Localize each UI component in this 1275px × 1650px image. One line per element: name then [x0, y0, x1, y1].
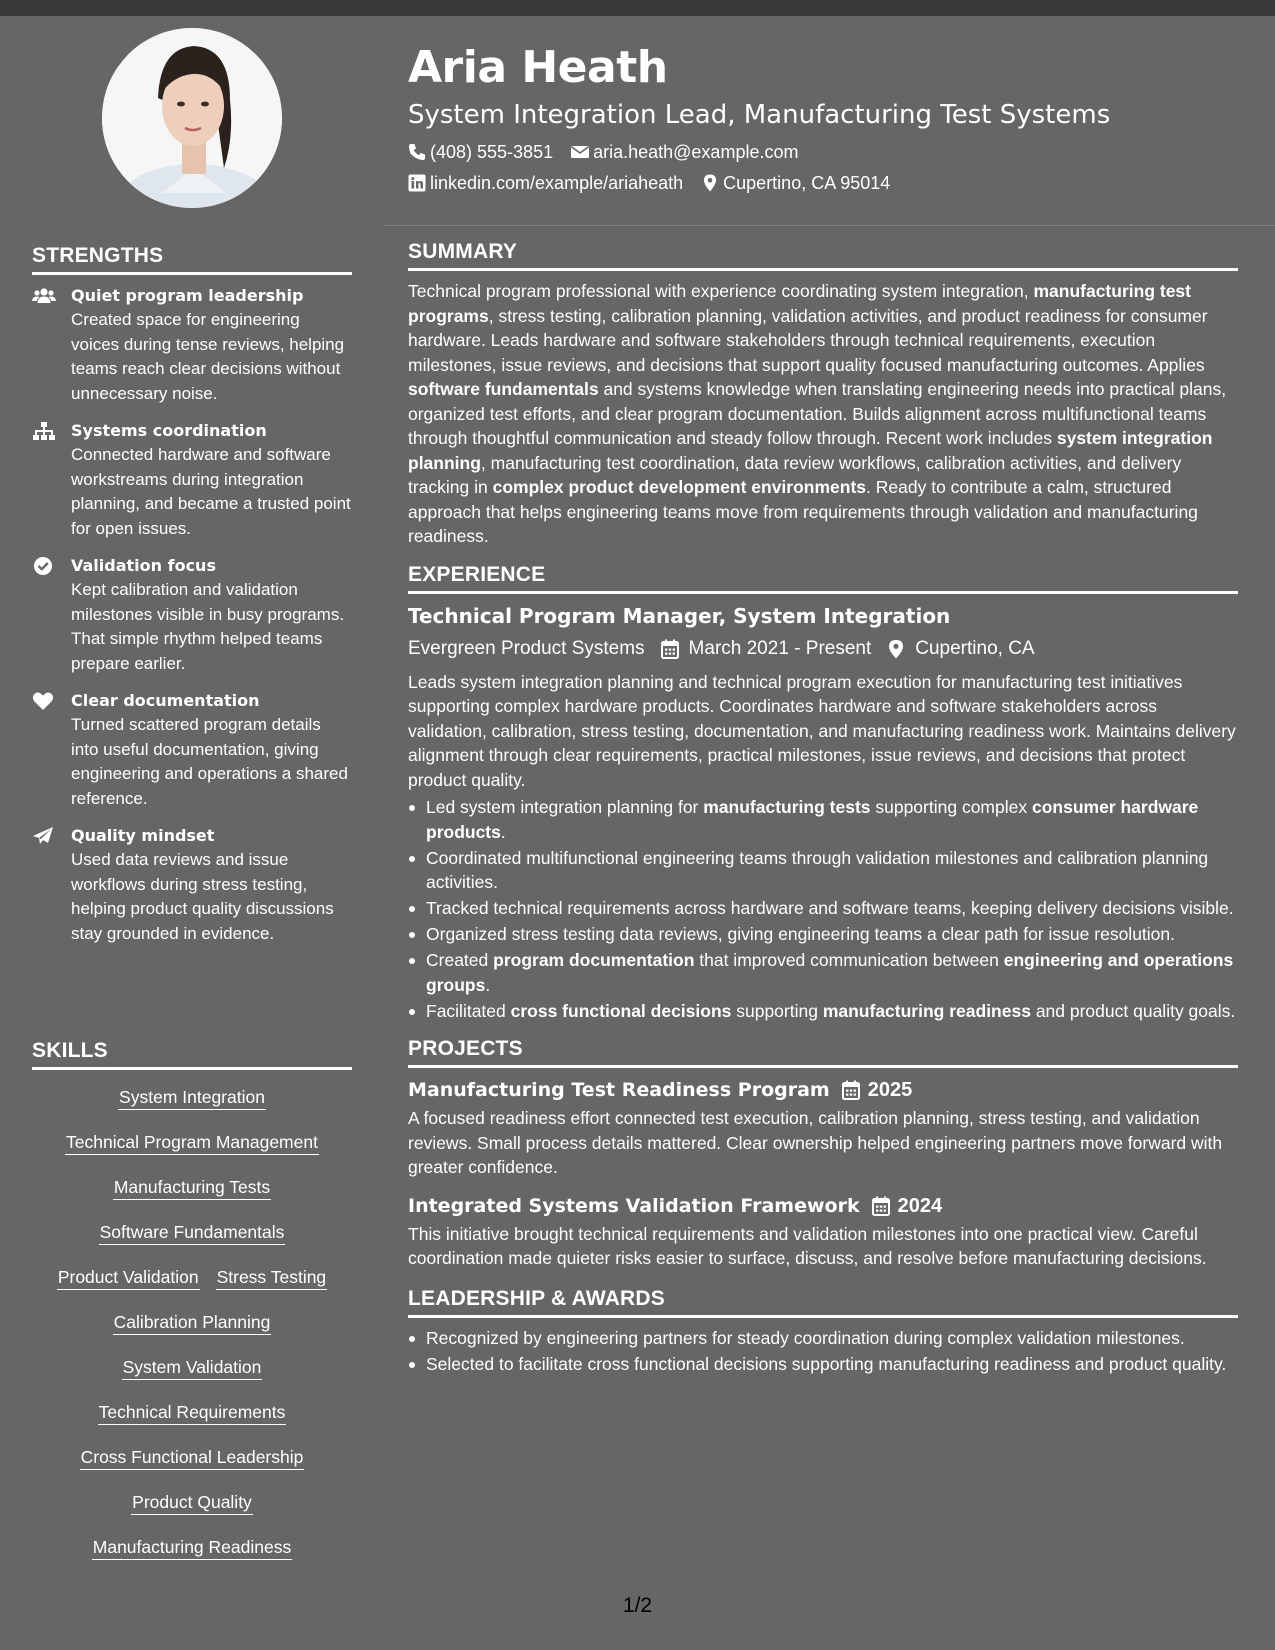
skill-tag: Technical Requirements	[98, 1401, 287, 1425]
projects-heading: PROJECTS	[408, 1037, 1238, 1068]
job-dates-text: March 2021 - Present	[688, 637, 872, 659]
strength-title: Clear documentation	[71, 691, 260, 710]
award-bullet: Selected to facilitate cross functional decisions supporting manufacturing readiness and product quality.	[408, 1352, 1238, 1377]
bold-text: manufacturing readiness	[822, 1000, 1031, 1021]
users-icon	[32, 286, 56, 306]
bold-text: engineering and operations groups	[426, 950, 1234, 995]
job-title: Technical Program Manager, System Integration	[408, 603, 951, 628]
summary-text: Technical program professional with experience coordinating system integration, manufacturing test programs, stress testing, calibration planning, validation activities, and product readiness for consumer hardware. Leads hardware and software stakeholders through technical requirements, execution milestones, issue reviews, and decisions that support quality focused manufacturing outcomes. Applies software fundamentals and systems knowledge when translating engineering needs into practical plans, organized test efforts, and clear program documentation. Builds alignment across multifunctional teams through thoughtful communication and steady follow through. Recent work includes system integration planning, manufacturing test coordination, data review workflows, calibration activities, and delivery tracking in complex product development environments. Ready to contribute a calm, structured approach that helps engineering teams move from requirements through validation and manufacturing readiness.	[408, 281, 1227, 546]
main-column	[408, 240, 1238, 1378]
candidate-title: System Integration Lead, Manufacturing Test Systems	[408, 100, 1111, 130]
skill-tag: System Integration	[118, 1086, 266, 1110]
strength-title: Quality mindset	[71, 826, 215, 845]
strength-title: Validation focus	[71, 556, 216, 575]
summary-heading: SUMMARY	[408, 240, 1238, 271]
linkedin-text: linkedin.com/example/ariaheath	[430, 173, 684, 193]
strength-description: Kept calibration and validation milestones visible in busy programs. That simple rhythm helped teams prepare earlier.	[71, 580, 345, 673]
strength-item	[32, 824, 352, 946]
job-bullets	[408, 795, 1238, 1023]
project-description: This initiative brought technical requirements and validation milestones into one practical view. Careful coordination made quieter risks easier to surface, discuss, and resolve before manufacturing decisions.	[408, 1223, 1207, 1268]
calendar-icon	[661, 639, 679, 659]
bold-text: program documentation	[493, 950, 695, 970]
project-description: A focused readiness effort connected test execution, calibration planning, stress testing, and validation reviews. Small process details mattered. Clear ownership helped engineering partners move forward with greater confidence.	[408, 1108, 1223, 1177]
project-title-row	[408, 1192, 1238, 1220]
experience-heading: EXPERIENCE	[408, 563, 1238, 594]
page-number: 1/2	[622, 1594, 653, 1617]
job-dates	[661, 636, 872, 662]
strength-description: Turned scattered program details into useful documentation, giving engineering and operations a shared reference.	[71, 715, 348, 808]
email-contact[interactable]	[571, 141, 798, 163]
awards-heading: LEADERSHIP & AWARDS	[408, 1287, 1238, 1318]
job-bullet: Created program documentation that improved communication between engineering and operations groups.	[408, 948, 1238, 997]
location-contact	[701, 172, 890, 194]
skill-tag: Manufacturing Tests	[113, 1176, 271, 1200]
strengths-list	[32, 284, 352, 959]
top-bar	[0, 0, 1275, 16]
bold-text: consumer hardware products	[426, 797, 1199, 842]
bold-text: manufacturing test programs	[408, 281, 1191, 326]
project-title: Manufacturing Test Readiness Program	[408, 1079, 830, 1101]
skill-tag: Product Validation	[57, 1266, 200, 1290]
strength-item	[32, 284, 352, 406]
map-pin-icon	[701, 174, 719, 192]
skill-tag: Manufacturing Readiness	[92, 1536, 292, 1560]
skill-tag: Stress Testing	[216, 1266, 328, 1290]
strength-item	[32, 689, 352, 811]
project-title: Integrated Systems Validation Framework	[408, 1194, 860, 1217]
envelope-icon	[571, 143, 589, 161]
phone-text: (408) 555-3851	[430, 142, 554, 162]
header-divider	[383, 225, 1275, 226]
check-circle-icon	[32, 556, 56, 576]
skills-list	[32, 1086, 352, 1581]
project-year: 2025	[867, 1079, 913, 1101]
linkedin-contact[interactable]	[408, 172, 683, 194]
job-bullet: Led system integration planning for manufacturing tests supporting complex consumer hardware products.	[408, 795, 1238, 844]
job-bullet: Organized stress testing data reviews, giving engineering teams a clear path for issue resolution.	[408, 922, 1238, 947]
company-name: Evergreen Product Systems	[408, 637, 645, 659]
awards-list	[408, 1326, 1238, 1377]
phone-contact[interactable]	[408, 141, 553, 163]
bold-text: system integration planning	[408, 428, 1213, 473]
skills-heading: SKILLS	[32, 1039, 352, 1070]
profile-photo	[102, 28, 282, 208]
award-bullet: Recognized by engineering partners for steady coordination during complex validation milestones.	[408, 1326, 1238, 1351]
map-pin-icon	[887, 639, 905, 659]
strength-description: Used data reviews and issue workflows during stress testing, helping product quality discussions stay grounded in evidence.	[71, 850, 334, 943]
contact-row-2	[408, 172, 1248, 194]
bold-text: complex product development environments	[492, 477, 867, 497]
calendar-icon	[872, 1196, 890, 1216]
job-bullet: Facilitated cross functional decisions supporting manufacturing readiness and product quality goals.	[408, 999, 1238, 1024]
job-description: Leads system integration planning and technical program execution for manufacturing test initiatives supporting complex hardware products. Coordinates hardware and software stakeholders across validation, calibration, stress testing, documentation, and manufacturing readiness work. Maintains delivery alignment through clear requirements, practical milestones, issue reviews, and decisions that protect product quality.	[408, 671, 1236, 790]
skill-tag: Product Quality	[131, 1491, 253, 1515]
contact-row	[408, 141, 1248, 163]
location-text: Cupertino, CA 95014	[723, 173, 891, 193]
phone-icon	[408, 143, 426, 161]
strength-item	[32, 419, 352, 541]
skill-tag: Technical Program Management	[65, 1131, 319, 1155]
paper-plane-icon	[32, 826, 56, 846]
job-location	[887, 636, 1034, 662]
strengths-heading: STRENGTHS	[32, 244, 352, 275]
skill-tag: Calibration Planning	[113, 1311, 272, 1335]
skill-tag: Software Fundamentals	[99, 1221, 286, 1245]
linkedin-icon	[408, 174, 426, 192]
job-bullet: Tracked technical requirements across hardware and software teams, keeping delivery decisions visible.	[408, 896, 1238, 921]
sitemap-icon	[32, 421, 56, 441]
skill-tag: Cross Functional Leadership	[80, 1446, 305, 1470]
resume-header	[408, 40, 1248, 194]
strength-title: Quiet program leadership	[71, 286, 304, 305]
strength-title: Systems coordination	[71, 421, 267, 440]
job-meta	[408, 636, 1238, 662]
job-bullet: Coordinated multifunctional engineering teams through validation milestones and calibration planning activities.	[408, 846, 1238, 895]
calendar-icon	[842, 1080, 860, 1100]
bold-text: software fundamentals	[408, 379, 599, 399]
strength-description: Created space for engineering voices during tense reviews, helping teams reach clear decisions without unnecessary noise.	[71, 310, 345, 403]
strength-description: Connected hardware and software workstreams during integration planning, and became a trusted point for open issues.	[71, 445, 351, 538]
heart-icon	[32, 691, 56, 711]
project-title-row	[408, 1076, 1238, 1104]
project-year: 2024	[897, 1194, 943, 1217]
skill-tag: System Validation	[122, 1356, 263, 1380]
job-location-text: Cupertino, CA	[915, 637, 1035, 659]
candidate-name: Aria Heath	[408, 42, 668, 93]
bold-text: cross functional decisions	[510, 1000, 732, 1021]
strength-item	[32, 554, 352, 676]
bold-text: manufacturing tests	[703, 797, 871, 817]
email-text: aria.heath@example.com	[593, 142, 799, 162]
